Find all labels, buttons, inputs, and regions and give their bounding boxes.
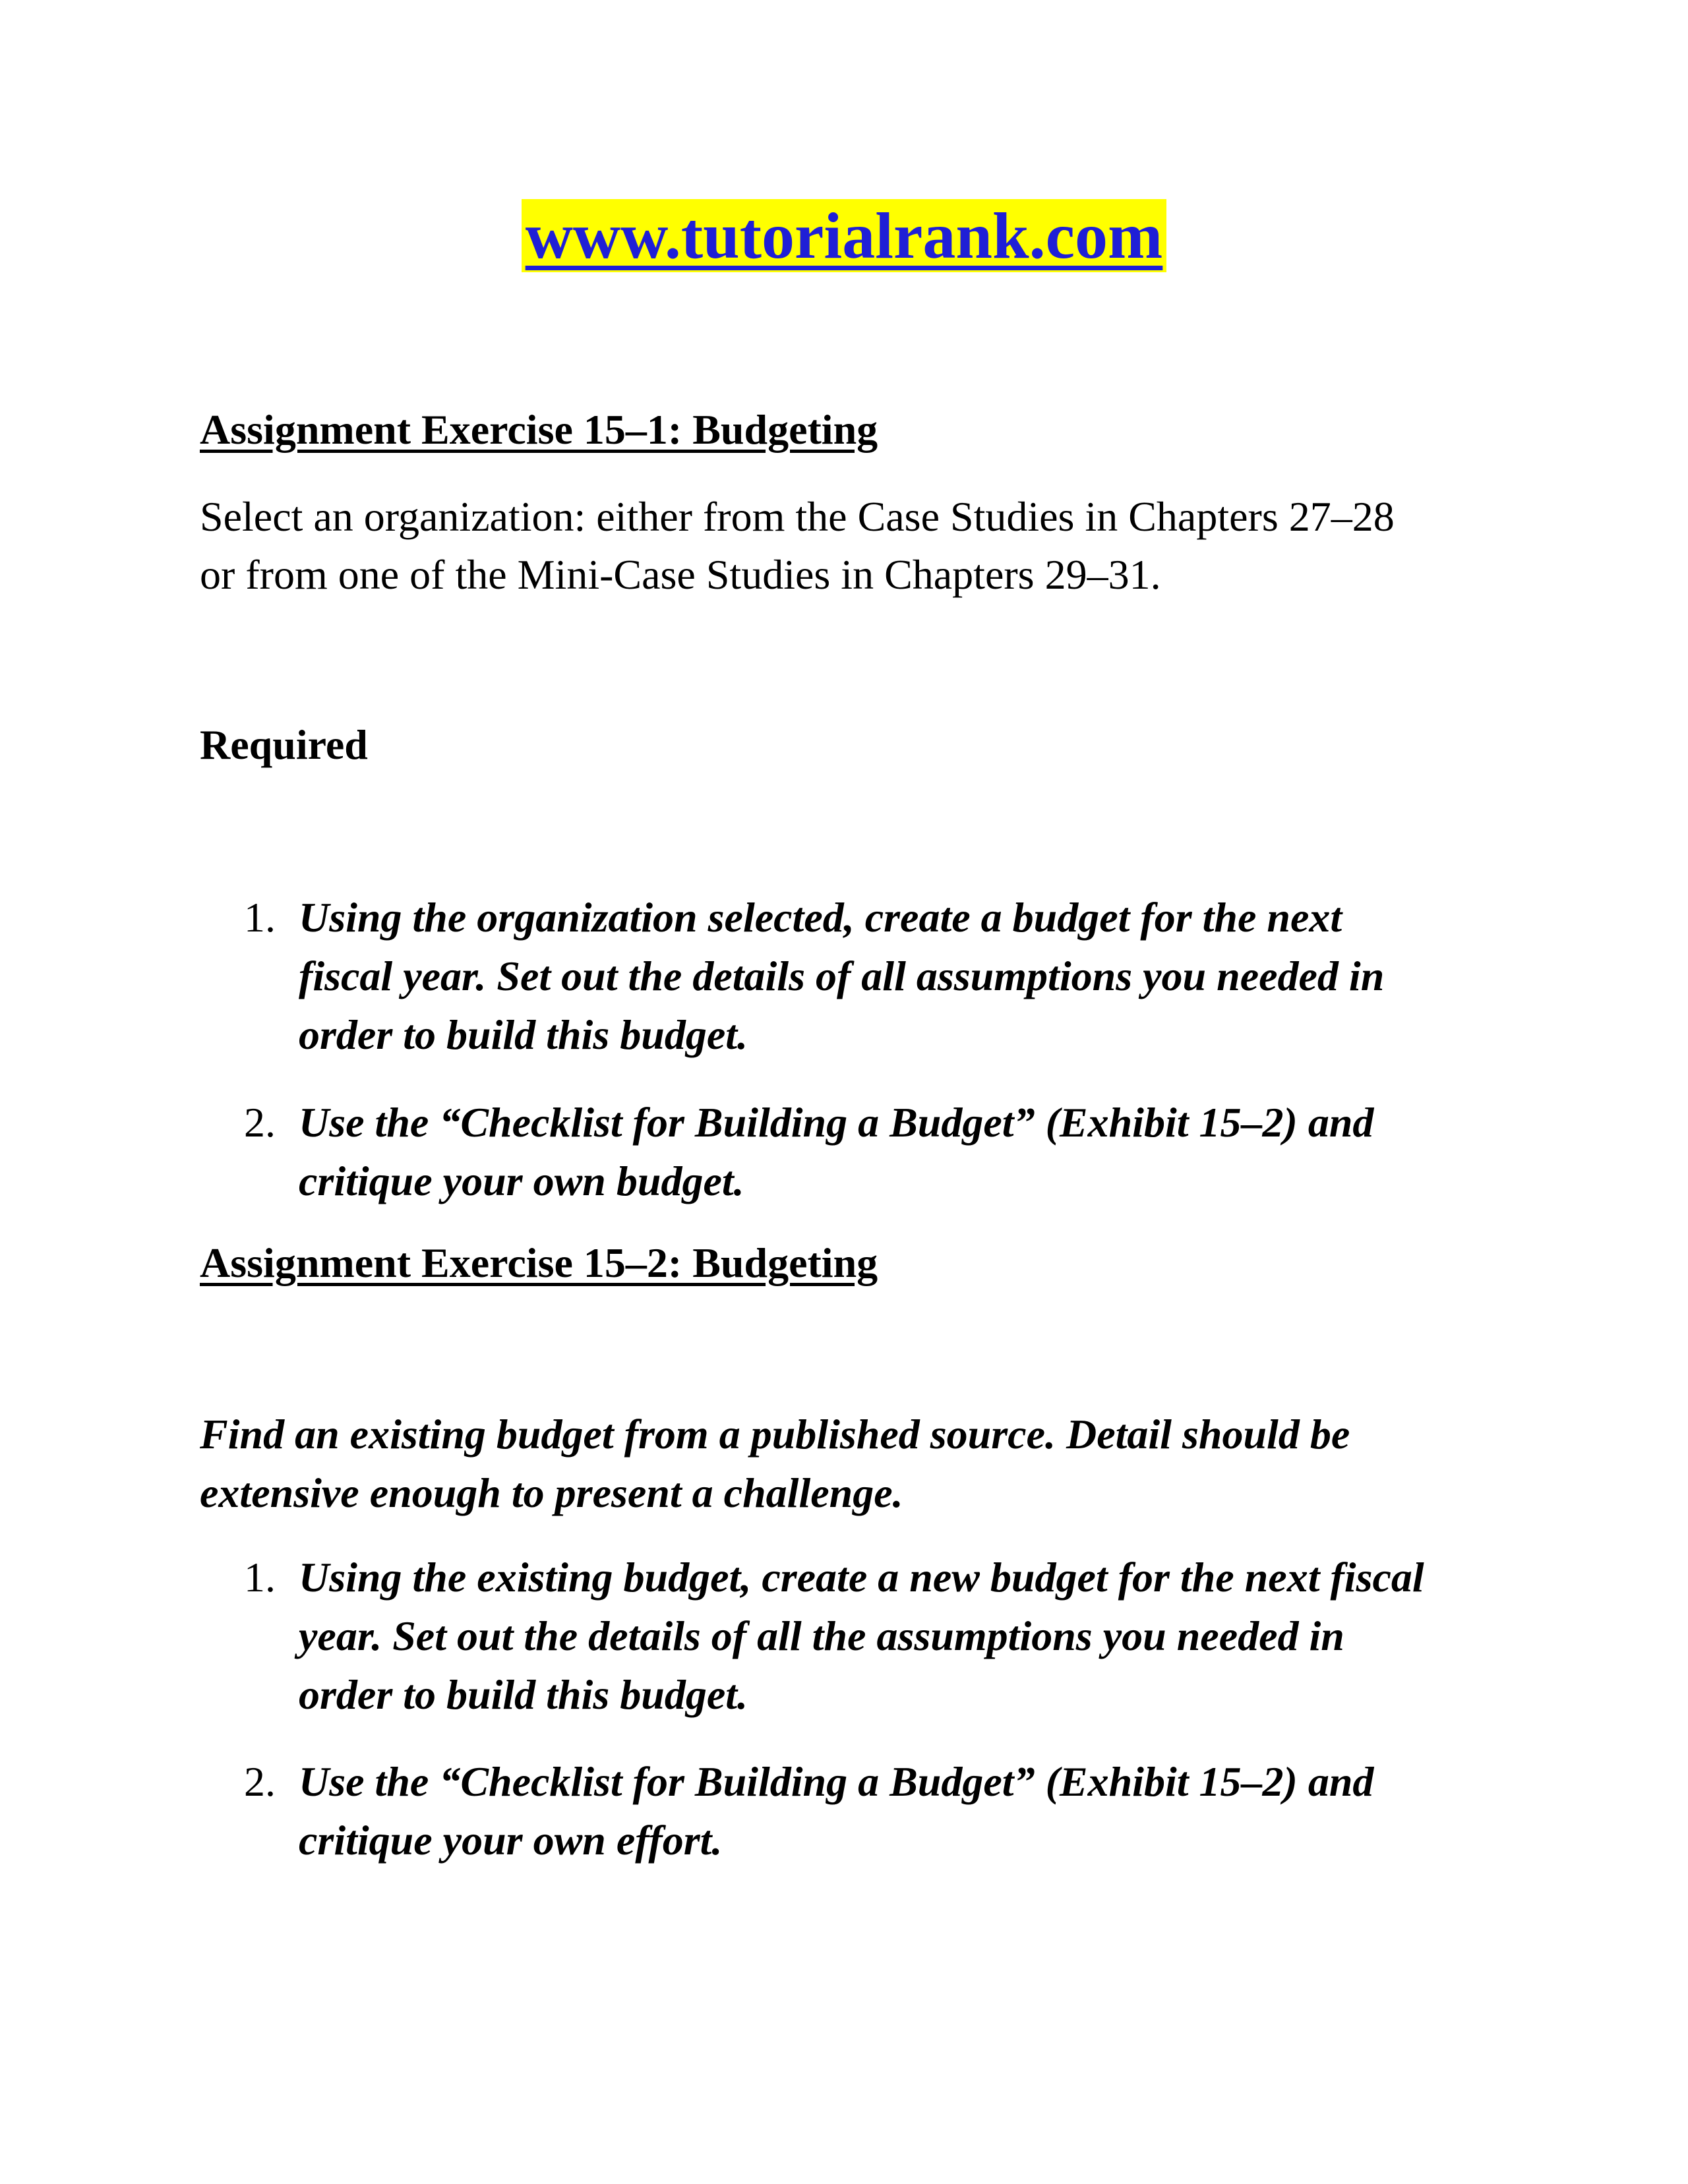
exercise-2-intro [200,1405,1492,1522]
list-item-number: 2. [244,1099,276,1146]
list-item-number: 2. [244,1758,276,1805]
list-item-line: year. Set out the details of all the assumptions you needed in [299,1612,1344,1659]
list-item-text [299,888,1499,1064]
list-item-number: 1. [244,1554,276,1601]
list-item-line: critique your own budget. [299,1158,744,1204]
required-label: Required [200,721,368,768]
list-item-text [299,1093,1499,1210]
list-item-text [299,1752,1499,1870]
site-link[interactable]: www.tutorialrank.com [522,199,1167,272]
list-item-line: critique your own effort. [299,1817,723,1864]
list-item-line: order to build this budget. [299,1671,748,1718]
list-item-number: 1. [244,894,276,941]
list-item-line: Using the existing budget, create a new budget for the next fiscal [299,1554,1424,1601]
exercise-1-intro [200,488,1492,604]
exercise-1-heading: Assignment Exercise 15–1: Budgeting [200,406,878,453]
exercise-1-intro-line-1: Select an organization: either from the Case Studies in Chapters 27–28 [200,493,1395,540]
list-item-line: Use the “Checklist for Building a Budget” (Exhibit 15–2) and [299,1758,1374,1805]
list-item-line: Use the “Checklist for Building a Budget” (Exhibit 15–2) and [299,1099,1374,1146]
site-link-container [0,195,1688,277]
list-item-line: order to build this budget. [299,1011,748,1058]
exercise-1-intro-line-2: or from one of the Mini-Case Studies in Chapters 29–31. [200,551,1161,598]
list-item-text [299,1548,1499,1724]
exercise-2-heading: Assignment Exercise 15–2: Budgeting [200,1239,878,1286]
list-item-line: Using the organization selected, create a budget for the next [299,894,1342,941]
exercise-2-intro-line-2: extensive enough to present a challenge. [200,1469,903,1516]
exercise-2-intro-line-1: Find an existing budget from a published source. Detail should be [200,1411,1350,1458]
list-item-line: fiscal year. Set out the details of all assumptions you needed in [299,953,1385,999]
